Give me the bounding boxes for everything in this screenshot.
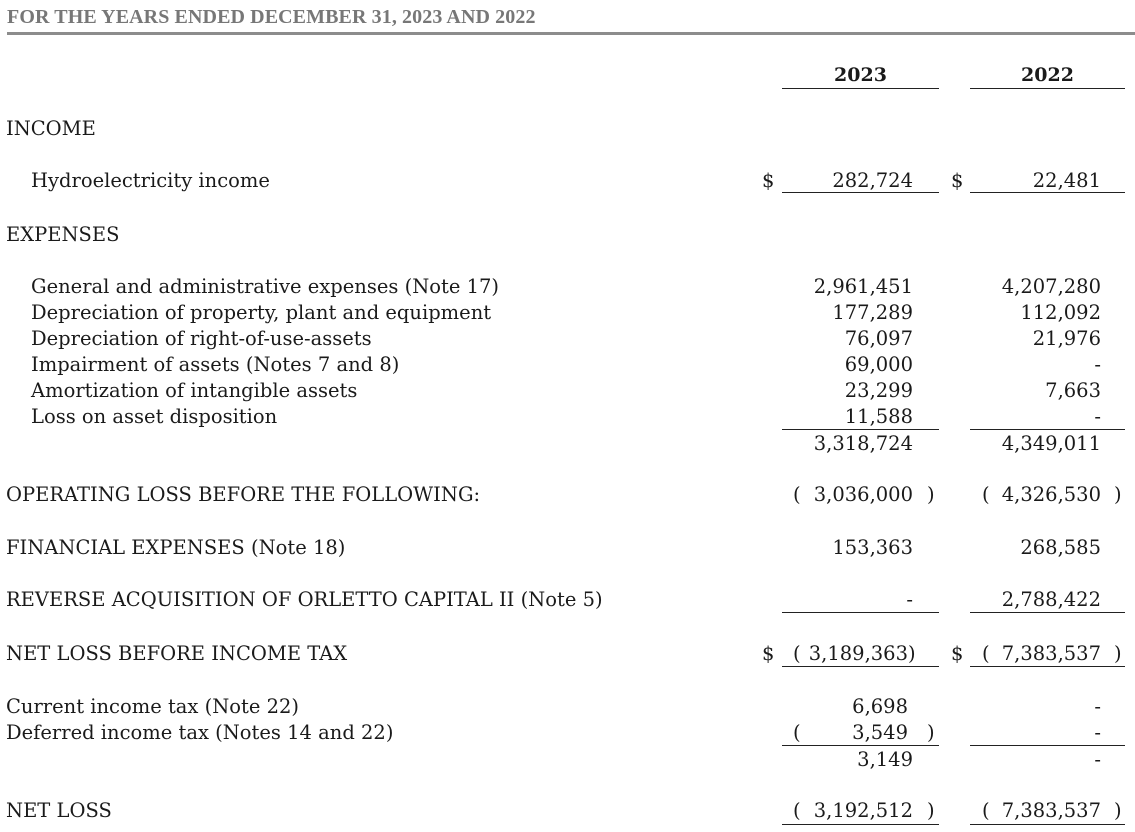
expense-label: Depreciation of right-of-use-assets xyxy=(31,327,372,350)
expenses-subtotal-rule-2023 xyxy=(782,429,939,430)
underline-net-loss-2022 xyxy=(970,824,1125,825)
expense-label: General and administrative expenses (Note 17) xyxy=(31,275,499,298)
open-paren: ( xyxy=(982,483,990,506)
value-net-loss-2022: 7,383,537 xyxy=(1001,799,1101,822)
open-paren: ( xyxy=(982,799,990,822)
section-heading-expenses: EXPENSES xyxy=(6,223,120,246)
open-paren: ( xyxy=(793,483,801,506)
currency-symbol: $ xyxy=(762,642,775,665)
underline-net-loss-before-tax-2023 xyxy=(782,666,939,667)
expense-value-2022: 4,207,280 xyxy=(1001,275,1101,298)
value-deferred-tax-2022: - xyxy=(1094,721,1101,744)
open-paren: ( xyxy=(982,642,990,665)
underline-reverse-acquisition-2023 xyxy=(782,612,939,613)
column-header-underline-2023 xyxy=(782,88,939,89)
expenses-subtotal-rule-2022 xyxy=(970,429,1125,430)
open-paren: ( xyxy=(793,799,801,822)
value-reverse-acquisition-2022: 2,788,422 xyxy=(1001,588,1101,611)
underline-net-loss-2023 xyxy=(782,824,939,825)
value-current-tax-2023: 6,698 xyxy=(852,695,908,718)
expense-label: Amortization of intangible assets xyxy=(31,379,358,402)
close-paren: ) xyxy=(1114,642,1122,665)
row-label-deferred-income-tax: Deferred income tax (Notes 14 and 22) xyxy=(6,721,394,744)
row-label-hydroelectricity-income: Hydroelectricity income xyxy=(31,169,270,192)
value-hydro-2023: 282,724 xyxy=(832,169,913,192)
expense-value-2022: - xyxy=(1094,353,1101,376)
underline-hydro-2023 xyxy=(782,192,939,193)
expenses-total-2022: 4,349,011 xyxy=(1001,432,1101,455)
value-net-loss-before-tax-2022: 7,383,537 xyxy=(1001,642,1101,665)
expense-value-2022: 112,092 xyxy=(1020,301,1101,324)
underline-net-loss-before-tax-2022 xyxy=(970,666,1125,667)
row-label-reverse-acquisition: REVERSE ACQUISITION OF ORLETTO CAPITAL II (Note 5) xyxy=(6,588,603,611)
expense-value-2023: 69,000 xyxy=(844,353,913,376)
expense-value-2022: 21,976 xyxy=(1032,327,1101,350)
value-tax-total-2023: 3,149 xyxy=(857,748,913,771)
section-heading-income: INCOME xyxy=(6,117,96,140)
expense-value-2023: 76,097 xyxy=(844,327,913,350)
expense-value-2022: - xyxy=(1094,405,1101,428)
value-hydro-2022: 22,481 xyxy=(1032,169,1101,192)
underline-hydro-2022 xyxy=(970,192,1125,193)
row-label-operating-loss: OPERATING LOSS BEFORE THE FOLLOWING: xyxy=(6,483,481,506)
underline-deferred-tax-2022 xyxy=(970,745,1125,746)
underline-deferred-tax-2023 xyxy=(782,745,939,746)
expense-label: Depreciation of property, plant and equipment xyxy=(31,301,492,324)
value-financial-expenses-2023: 153,363 xyxy=(832,536,913,559)
expense-value-2022: 7,663 xyxy=(1045,379,1101,402)
row-label-net-loss: NET LOSS xyxy=(6,799,112,822)
expense-value-2023: 23,299 xyxy=(844,379,913,402)
row-label-financial-expenses: FINANCIAL EXPENSES (Note 18) xyxy=(6,536,346,559)
expenses-total-2023: 3,318,724 xyxy=(813,432,913,455)
statement-period-title: FOR THE YEARS ENDED DECEMBER 31, 2023 AND 2022 xyxy=(7,6,536,28)
expense-value-2023: 2,961,451 xyxy=(813,275,913,298)
column-header-underline-2022 xyxy=(970,88,1125,89)
currency-symbol: $ xyxy=(951,169,964,192)
header-divider xyxy=(7,32,1135,35)
close-paren: ) xyxy=(1114,799,1122,822)
value-current-tax-2022: - xyxy=(1094,695,1101,718)
value-reverse-acquisition-2023: - xyxy=(906,588,913,611)
currency-symbol: $ xyxy=(951,642,964,665)
value-net-loss-before-tax-2023: 3,189,363 xyxy=(808,642,908,665)
column-header-2022: 2022 xyxy=(1021,64,1074,86)
close-paren: ) xyxy=(1114,483,1122,506)
open-paren: ( xyxy=(793,642,801,665)
expense-value-2023: 11,588 xyxy=(844,405,913,428)
value-operating-loss-2022: 4,326,530 xyxy=(1001,483,1101,506)
expense-value-2023: 177,289 xyxy=(832,301,913,324)
close-paren: ) xyxy=(927,799,935,822)
expense-label: Impairment of assets (Notes 7 and 8) xyxy=(31,353,400,376)
close-paren: ) xyxy=(927,721,935,744)
row-label-net-loss-before-tax: NET LOSS BEFORE INCOME TAX xyxy=(6,642,348,665)
value-operating-loss-2023: 3,036,000 xyxy=(813,483,913,506)
value-deferred-tax-2023: 3,549 xyxy=(852,721,908,744)
close-paren: ) xyxy=(927,483,935,506)
value-net-loss-2023: 3,192,512 xyxy=(813,799,913,822)
currency-symbol: $ xyxy=(762,169,775,192)
value-financial-expenses-2022: 268,585 xyxy=(1020,536,1101,559)
underline-reverse-acquisition-2022 xyxy=(970,612,1125,613)
column-header-2023: 2023 xyxy=(834,64,887,86)
expense-label: Loss on asset disposition xyxy=(31,405,278,428)
value-tax-total-2022: - xyxy=(1094,748,1101,771)
open-paren: ( xyxy=(793,721,801,744)
row-label-current-income-tax: Current income tax (Note 22) xyxy=(6,695,300,718)
close-paren: ) xyxy=(908,642,916,665)
